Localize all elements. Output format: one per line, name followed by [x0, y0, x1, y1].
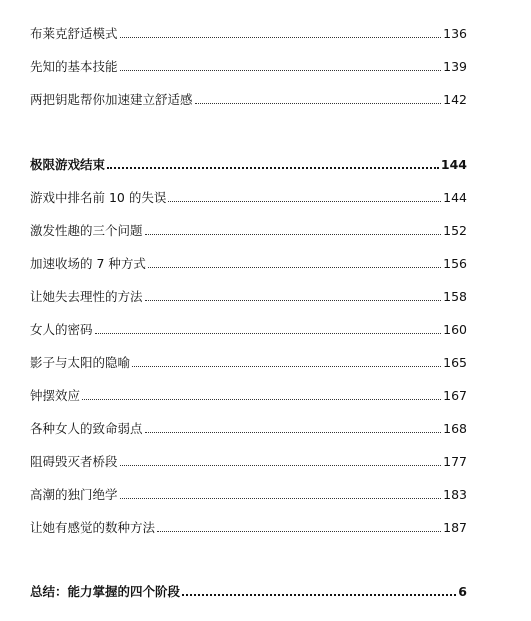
toc-entry-page: 168 [443, 421, 467, 436]
toc-entry-page: 6 [458, 584, 467, 599]
toc-entry-page: 144 [443, 190, 467, 205]
toc-entry-title: 两把钥匙帮你加速建立舒适感 [30, 92, 193, 107]
toc-entry-page: 165 [443, 355, 467, 370]
toc-entry-page: 167 [443, 388, 467, 403]
dot-leader [120, 69, 442, 71]
dot-leader [195, 102, 442, 104]
toc-entry[interactable] [30, 219, 467, 239]
toc-entry-page: 152 [443, 223, 467, 238]
toc-entry-title: 布莱克舒适模式 [30, 26, 118, 41]
dot-leader [120, 497, 442, 499]
toc-entry-page: 160 [443, 322, 467, 337]
toc-entry-title: 影子与太阳的隐喻 [30, 355, 131, 370]
toc-entry-title: 加速收场的 7 种方式 [30, 256, 146, 271]
toc-entry[interactable] [30, 252, 467, 272]
toc-entry[interactable] [30, 351, 467, 371]
toc-section-heading[interactable] [30, 153, 467, 173]
toc-entry[interactable] [30, 318, 467, 338]
toc-entry-title: 让她有感觉的数种方法 [30, 520, 156, 535]
toc-entry[interactable] [30, 22, 467, 42]
dot-leader [168, 200, 441, 202]
toc-entry[interactable] [30, 417, 467, 437]
dot-leader [145, 233, 442, 235]
dot-leader [107, 166, 439, 169]
toc-entry-page: 156 [443, 256, 467, 271]
toc-entry[interactable] [30, 450, 467, 470]
toc-entry-title: 游戏中排名前 10 的失误 [30, 190, 167, 205]
toc-entry-title: 先知的基本技能 [30, 59, 118, 74]
toc-section-heading[interactable] [30, 580, 467, 600]
dot-leader [182, 593, 456, 596]
toc-entry-page: 183 [443, 487, 467, 502]
toc-entry-page: 158 [443, 289, 467, 304]
dot-leader [132, 365, 441, 367]
toc-entry[interactable] [30, 186, 467, 206]
toc-entry-page: 139 [443, 59, 467, 74]
dot-leader [120, 464, 442, 466]
toc-entry-page: 187 [443, 520, 467, 535]
toc-entry-title: 阻碍毁灭者桥段 [30, 454, 118, 469]
toc-entry-title: 各种女人的致命弱点 [30, 421, 143, 436]
dot-leader [82, 398, 441, 400]
toc-entry-page: 177 [443, 454, 467, 469]
toc-entry-title: 总结：能力掌握的四个阶段 [30, 584, 181, 599]
toc-entry[interactable] [30, 516, 467, 536]
toc-entry-title: 极限游戏结束 [30, 157, 106, 172]
toc-entry-title: 女人的密码 [30, 322, 93, 337]
toc-entry-page: 142 [443, 92, 467, 107]
dot-leader [145, 299, 442, 301]
toc-entry[interactable] [30, 285, 467, 305]
toc-entry-page: 136 [443, 26, 467, 41]
toc-entry-title: 激发性趣的三个问题 [30, 223, 143, 238]
toc-entry-title: 钟摆效应 [30, 388, 81, 403]
dot-leader [120, 36, 442, 38]
toc-entry[interactable] [30, 55, 467, 75]
toc-entry-title: 让她失去理性的方法 [30, 289, 143, 304]
toc-entry-title: 高潮的独门绝学 [30, 487, 118, 502]
toc-entry[interactable] [30, 384, 467, 404]
toc-entry[interactable] [30, 88, 467, 108]
dot-leader [95, 332, 442, 334]
dot-leader [157, 530, 441, 532]
toc-entry[interactable] [30, 483, 467, 503]
toc-entry-page: 144 [440, 157, 467, 172]
dot-leader [145, 431, 442, 433]
dot-leader [148, 266, 441, 268]
